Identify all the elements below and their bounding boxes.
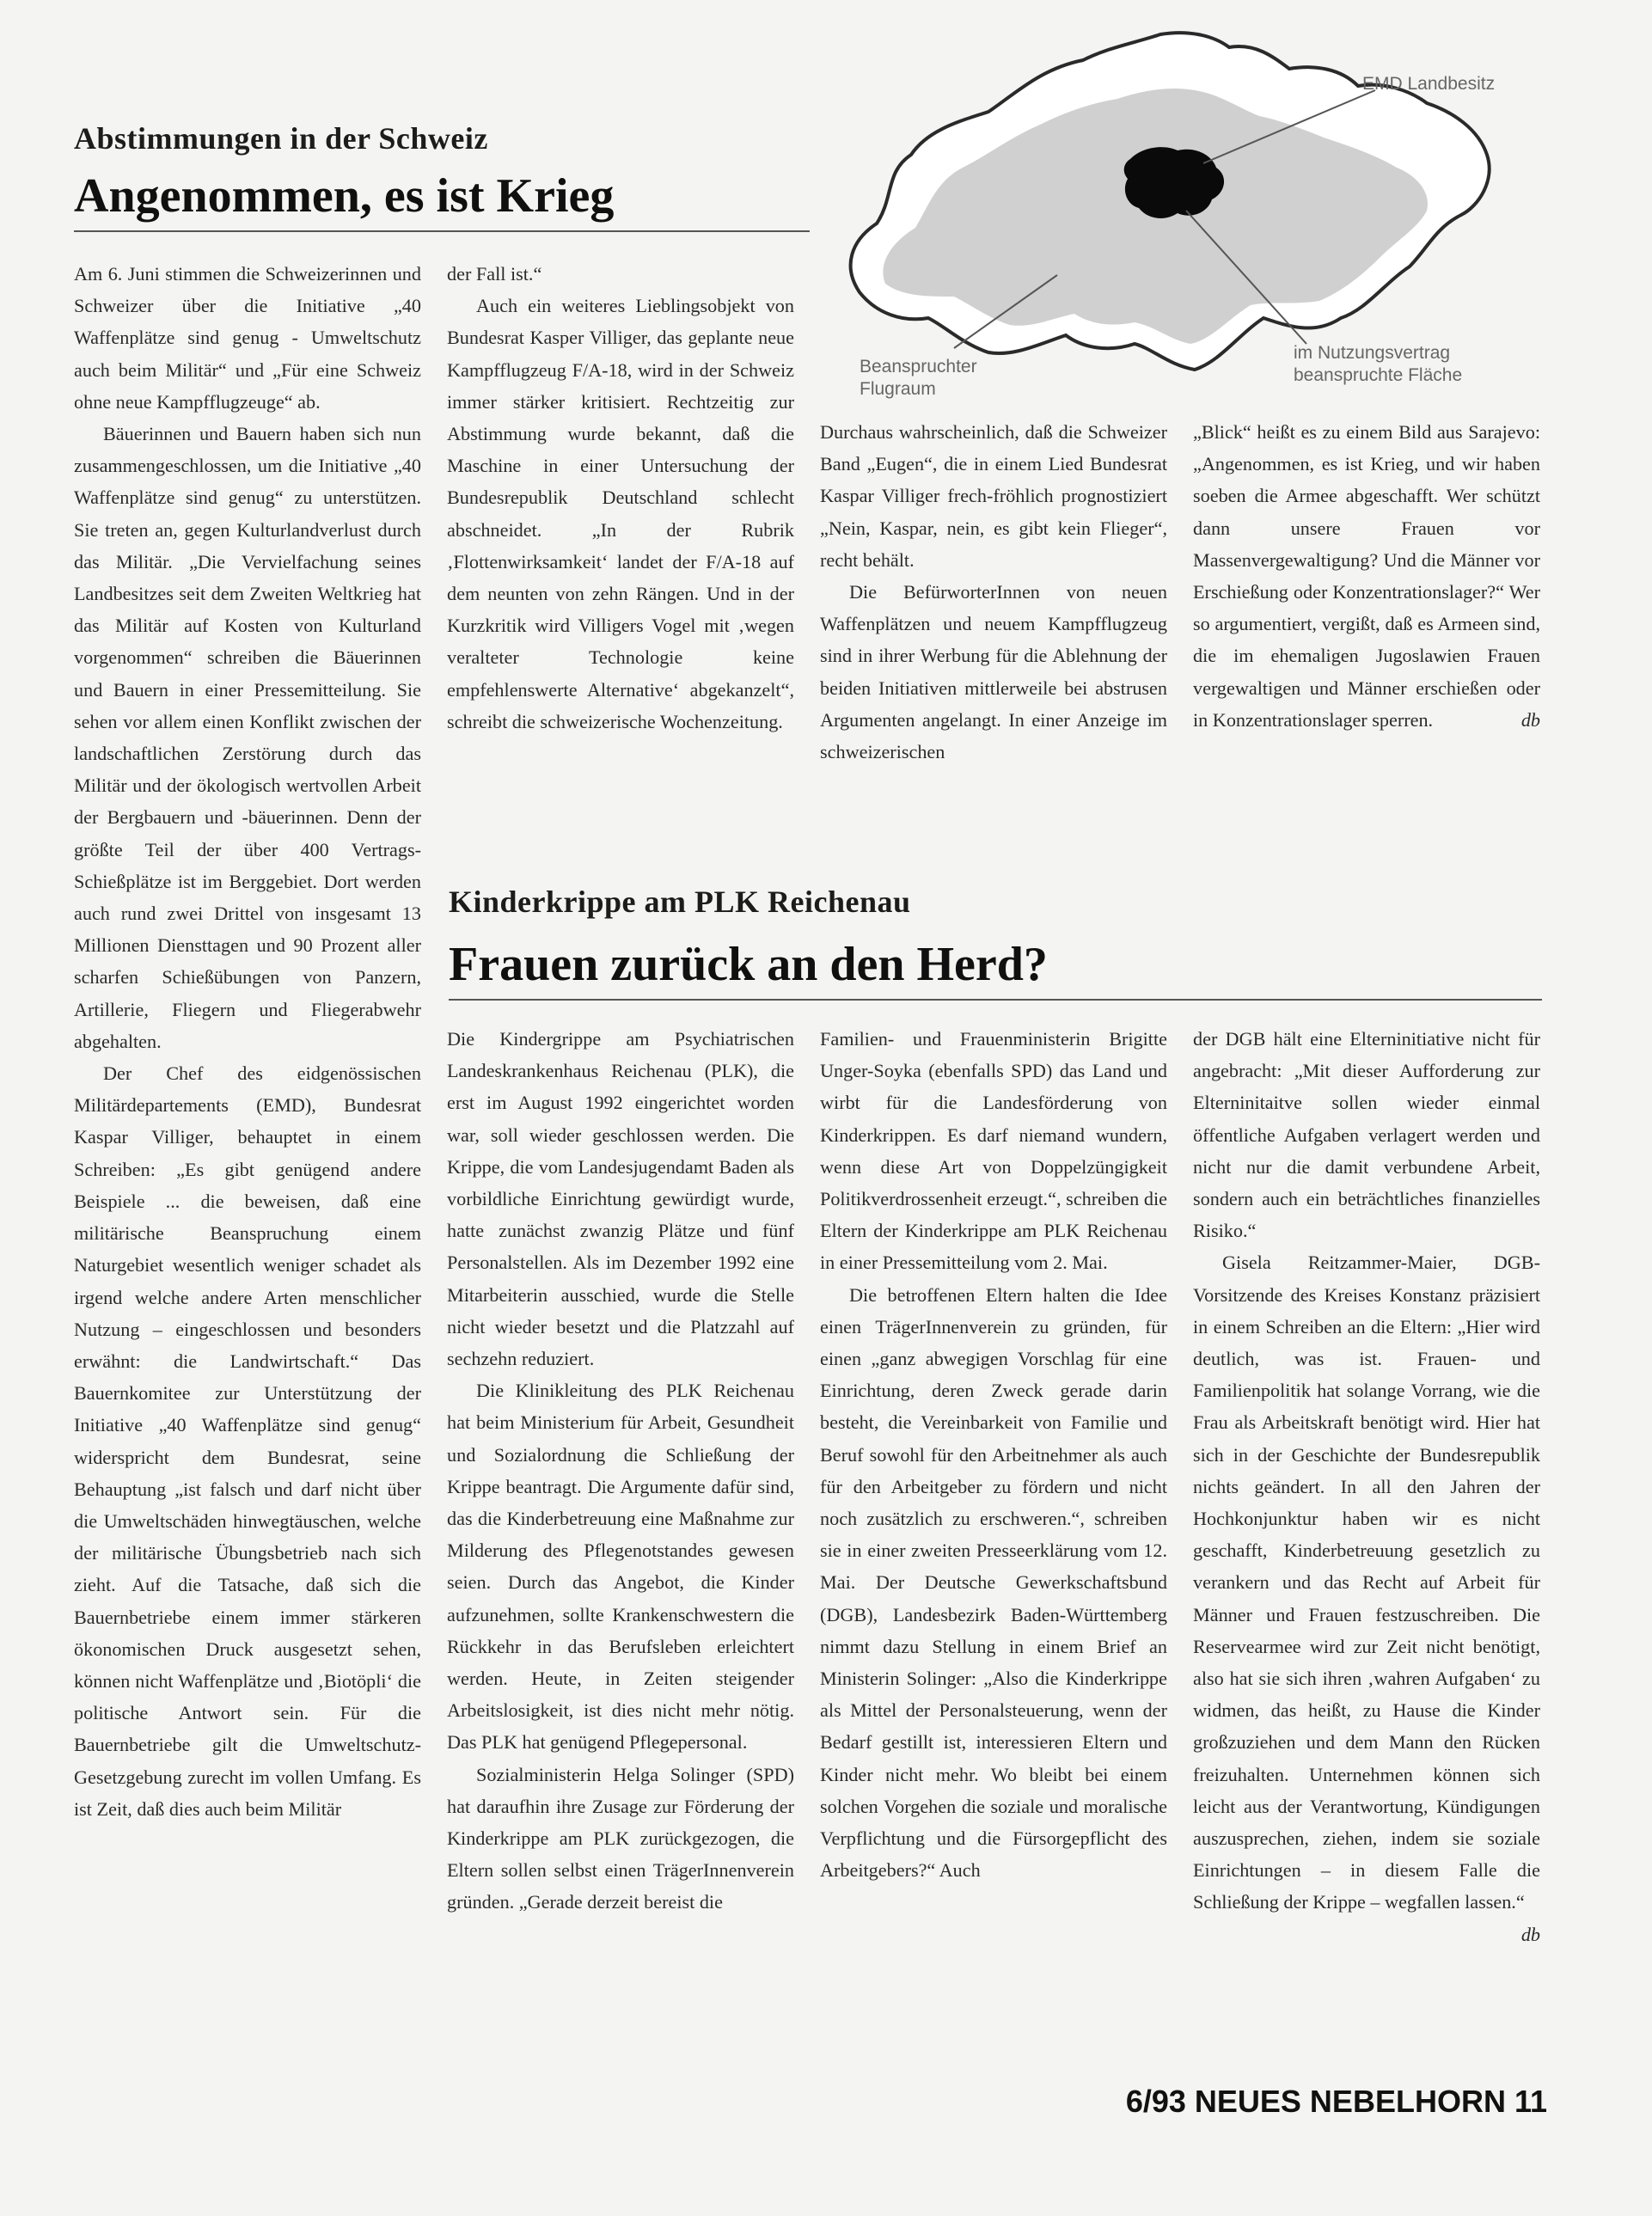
map-label-contract-area [1294,342,1462,387]
article1-rule [74,230,810,232]
article1-col4-para-1 [1193,416,1540,736]
article2-headline: Frauen zurück an den Herd? [449,938,1048,991]
article2-signature: db [1520,1923,1540,1945]
article2-kicker: Kinderkrippe am PLK Reichenau [449,885,911,919]
article1-col3-para-2: Die BefürworterInnen von neuen Waffenplätzen und neuem Kampfflugzeug sind in ihrer Werbung für die Ablehnung der beiden Initiativen mittlerweile bei abstrusen Argumenten angelangt. In einer Anzeige im schweizerischen [820,581,1167,763]
article2-column-3 [1193,1023,1540,1950]
article1-column-3 [820,416,1167,768]
article2-col3-text: Gisela Reitzammer-Maier, DGB-Vorsitzende des Kreises Konstanz präzisiert in einem Schreiben an die Eltern: „Hier wird deutlich, was ist. Frauen- und Familienpolitik hat solange Vorrang, wie die Frau als Arbeitskraft benötigt wird. Hier hat sich in der Geschichte der Bundesrepublik nichts geändert. In all den Jahren der Hochkonjunktur haben wir es nicht geschafft, Kinderbetreuung gesetzlich zu verankern und das Recht auf Arbeit für Männer und Frauen festzuschreiben. Die Reservearmee wird zur Zeit nicht benötigt, also hat sie sich ihren ‚wahren Aufgaben‘ zu widmen, das heißt, zu Hause die Kinder großzuziehen und dem Mann den Rücken freizuhalten. Unternehmen können sich leicht aus der Verantwortung, Kündigungen auszusprechen, ziehen, indem sie soziale Einrichtungen – in diesem Falle die Schließung der Krippe – wegfallen lassen.“ [1193,1252,1540,1913]
article1-col3-para-1: Durchaus wahrscheinlich, daß die Schweizer Band „Eugen“, die in einem Lied Bundesrat Kaspar Villiger frech-fröhlich prognostiziert „Nein, Kaspar, nein, es gibt kein Flieger“, recht behält. [820,421,1167,571]
article1-col1-para-1: Am 6. Juni stimmen die Schweizerinnen und Schweizer über die Initiative „40 Waffenplätze sind genug - Umweltschutz auch beim Militär“ und „Für eine Schweiz ohne neue Kampfflugzeuge“ ab. [74,263,421,413]
article1-col4-text: „Blick“ heißt es zu einem Bild aus Sarajevo: „Angenommen, es ist Krieg, und wir haben soeben die Armee abgeschafft. Wer schützt dann unsere Frauen vor Massenvergewaltigung? Und die Männer vor Erschießung oder Konzentrationslager?“ Wer so argumentiert, vergißt, daß es Armeen sind, die im ehemaligen Jugoslawien Frauen vergewaltigen und Männer erschießen oder in Konzentrationslager sperren. [1193,421,1540,731]
article2-col2-para-2: Die betroffenen Eltern halten die Idee einen TrägerInnenverein zu gründen, für einen „ganz abwegigen Vorschlag für eine Einrichtung, deren Zweck gerade darin besteht, die Vereinbarkeit von Familie und Beruf sowohl für den Arbeitnehmer als auch für den Arbeitgeber zu fördern und nicht noch zusätzlich zu erschweren.“, schreiben sie in einer zweiten Presseerklärung vom 12. Mai. Der Deutsche Gewerkschaftsbund (DGB), Landesbezirk Baden-Württemberg nimmt dazu Stellung in einem Brief an Ministerin Solinger: „Also die Kinderkrippe als Mittel der Personalsteuerung, wenn der Bedarf gestillt ist, interessieren Eltern und Kinder nicht mehr. Wo bleibt bei einem solchen Vorgehen die soziale und moralische Verpflichtung und die Fürsorgepflicht des Arbeitgebers?“ Auch [820,1283,1167,1882]
article1-col1-para-3: Der Chef des eidgenössischen Militärdepartements (EMD), Bundesrat Kaspar Villiger, behauptet in einem Schreiben: „Es gibt genügend andere Beispiele ... die beweisen, daß eine militärische Beanspruchung einem Naturgebiet wesentlich weniger schadet als irgend welche andere Arten menschlicher Nutzung – eingeschlossen und besonders erwähnt: die Landwirtschaft.“ Das Bauernkomitee zur Unterstützung der Initiative „40 Waffenplätze sind genug“ widerspricht dem Bundesrat, seine Behauptung „ist falsch und darf nicht über die Umweltschäden hinwegtäuschen, welche der militärische Übungsbetrieb nach sich zieht. Auf die Tatsache, daß sich die Bauernbetriebe einem immer stärkeren ökonomischen Druck ausgesetzt sehen, können nicht Waffenplätze und ‚Biotöpli‘ die politische Antwort sein. Für die Bauernbetriebe gilt die Umweltschutz-Gesetzgebung zurecht im vollen Umfang. Es ist Zeit, daß dies auch beim Militär [74,1062,421,1820]
article2-col2-para-1: Familien- und Frauenministerin Brigitte Unger-Soyka (ebenfalls SPD) das Land und wirbt für die Landesförderung von Kinderkrippen. Es darf niemand wundern, wenn diese Art von Doppelzüngigkeit Politikverdrossenheit erzeugt.“, schreiben die Eltern der Kinderkrippe am PLK Reichenau in einer Pressemitteilung vom 2. Mai. [820,1028,1167,1274]
article2-col3-para-2 [1193,1246,1540,1945]
article2-col1-para-1: Die Kindergrippe am Psychiatrischen Landeskrankenhaus Reichenau (PLK), die erst im August 1992 eingerichtet worden war, soll wieder geschlossen werden. Die Krippe, die vom Landesjugendamt Baden als vorbildliche Einrichtung gewürdigt wurde, hatte zunächst zwanzig Plätze und fünf Personalstellen. Als im Dezember 1992 eine Mitarbeiterin ausschied, wurde die Stelle nicht wieder besetzt und die Platzzahl auf sechzehn reduziert. [447,1028,794,1370]
article2-col3-para-1: der DGB hält eine Elterninitiative nicht für angebracht: „Mit dieser Aufforderung zur Elterninitaitve sollen wieder einmal öffentliche Aufgaben verlagert werden und nicht nur die damit verbundene Arbeit, sondern auch ein beträchtliches finanzielles Risiko.“ [1193,1028,1540,1242]
article2-col1-para-3: Sozialministerin Helga Solinger (SPD) hat daraufhin ihre Zusage zur Förderung der Kinderkrippe am PLK zurückgezogen, die Eltern sollen selbst einen TrägerInnenverein gründen. „Gerade derzeit bereist die [447,1763,794,1913]
article1-col1-para-2: Bäuerinnen und Bauern haben sich nun zusammengeschlossen, um die Initiative „40 Waffenplätze sind genug“ zu unterstützen. Sie treten an, gegen Kulturlandverlust durch das Militär. „Die Vervielfachung seines Landbesitzes seit dem Zweiten Weltkrieg hat das Militär auf Kosten von Kulturland vorgenommen“ schreiben die Bäuerinnen und Bauern in einer Pressemitteilung. Sie sehen vor allem einen Konflikt zwischen der landschaftlichen Zerstörung durch das Militär und der ökologisch wertvollen Arbeit der Bergbauern und -bäuerinnen. Denn der größte Teil der über 400 Vertrags-Schießplätze ist im Berggebiet. Dort werden auch rund zwei Drittel von insgesamt 13 Millionen Diensttagen und 90 Prozent aller scharfen Schießübungen von Panzern, Artillerie, Fliegern und Fliegerabwehr abgehalten. [74,423,421,1052]
article1-signature: db [1520,708,1540,731]
article2-column-1 [447,1023,794,1919]
article1-col2-para-1: der Fall ist.“ [447,263,542,285]
page-footer: 6/93 NEUES NEBELHORN 11 [1125,2084,1547,2119]
switzerland-map [825,9,1513,413]
article1-col2-para-2: Auch ein weiteres Lieblingsobjekt von Bundesrat Kasper Villiger, das geplante neue Kampfflugzeug F/A-18, wird in der Schweiz immer stärker kritisiert. Rechtzeitig zur Abstimmung wurde bekannt, daß die Maschine in einer Untersuchung der Bundesrepublik Deutschland schlecht abschneidet. „In der Rubrik ‚Flottenwirksamkeit‘ landet der F/A-18 auf dem neunten von zehn Rängen. Und in der Kurzkritik wird Villigers Vogel mit ‚wegen veralteter Technologie keine empfehlenswerte Alternative‘ abgekanzelt“, schreibt die schweizerische Wochenzeitung. [447,295,794,732]
article1-headline: Angenommen, es ist Krieg [74,169,615,223]
article1-column-2 [447,258,794,738]
map-label-contract-area-line1: im Nutzungsvertrag [1294,343,1451,363]
map-label-flight-area-line2: Flugraum [860,379,936,399]
map-label-flight-area-line1: Beanspruchter [860,357,977,376]
article1-kicker: Abstimmungen in der Schweiz [74,121,488,156]
map-label-contract-area-line2: beanspruchte Fläche [1294,365,1463,385]
map-label-emd: EMD Landbesitz [1362,74,1496,94]
map-label-flight-area [860,356,977,401]
article1-column-4 [1193,416,1540,736]
article2-rule [449,999,1542,1001]
article2-column-2 [820,1023,1167,1886]
article1-column-1 [74,258,421,1825]
article2-col1-para-2: Die Klinikleitung des PLK Reichenau hat beim Ministerium für Arbeit, Gesundheit und Sozialordnung die Schließung der Krippe beantragt. Die Argumente dafür sind, das die Kinderbetreuung eine Maßnahme zur Milderung des Pflegenotstandes gewesen seien. Durch das Angebot, die Kinder aufzunehmen, sollte Krankenschwestern die Rückkehr in das Berufsleben erleichtert werden. Heute, in Zeiten steigender Arbeitslosigkeit, ist dies nicht mehr nötig. Das PLK hat genügend Pflegepersonal. [447,1380,794,1754]
